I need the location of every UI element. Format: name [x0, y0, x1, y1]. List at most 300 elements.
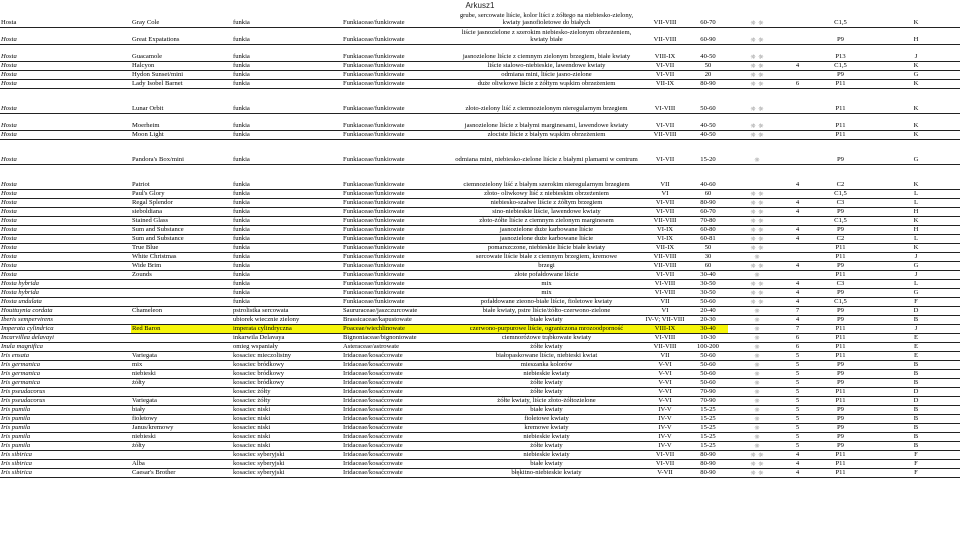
height-cell: 80-90 — [688, 199, 728, 208]
number-cell — [786, 89, 809, 114]
family-cell: Funkiaceae/funkiowate — [342, 289, 451, 298]
sun-icon: ☼ ☼ — [728, 208, 786, 217]
number-cell: 4 — [786, 226, 809, 235]
bloom-month-cell: VI-VII — [642, 460, 688, 469]
variety-cell: Regal Splendor — [131, 199, 232, 208]
polish-name-cell: kosaciec bródkowy — [232, 370, 342, 379]
family-cell: Funkiaceae/funkiowate — [342, 217, 451, 226]
genus-cell: Hosta — [0, 271, 131, 280]
table-row — [0, 469, 960, 478]
genus-cell: Iris pseudacorus — [0, 397, 131, 406]
category-cell: H — [872, 208, 960, 217]
genus-cell: Iris pseudacorus — [0, 388, 131, 397]
pot-size-cell: P11 — [809, 352, 872, 361]
sun-icon: ☼ ☼ — [728, 114, 786, 131]
polish-name-cell: funkia — [232, 244, 342, 253]
sun-icon: ☼ — [728, 370, 786, 379]
table-row — [0, 165, 960, 190]
sun-icon: ☼ ☼ — [728, 89, 786, 114]
family-cell: Funkiaceae/funkiowate — [342, 244, 451, 253]
genus-cell: Hosta undulata — [0, 298, 131, 307]
table-row — [0, 235, 960, 244]
polish-name-cell: kosaciec syberyjski — [232, 451, 342, 460]
variety-cell: Hydon Sunset/mini — [131, 71, 232, 80]
height-cell: 80-90 — [688, 80, 728, 89]
polish-name-cell: funkia — [232, 165, 342, 190]
polish-name-cell: pstrolistka sercowata — [232, 307, 342, 316]
polish-name-cell: kosaciec bródkowy — [232, 379, 342, 388]
description-cell: błękitno-niebieskie kwiaty — [451, 469, 642, 478]
genus-cell: Houttuynia cordata — [0, 307, 131, 316]
pot-size-cell: P11 — [809, 114, 872, 131]
height-cell: 60-90 — [688, 28, 728, 45]
number-cell — [786, 140, 809, 165]
genus-cell: Iris sibirica — [0, 451, 131, 460]
family-cell: Funkiaceae/funkiowate — [342, 271, 451, 280]
table-row — [0, 262, 960, 271]
family-cell: Iridaceae/kosaćcowate — [342, 451, 451, 460]
variety-cell: żółty — [131, 442, 232, 451]
sun-icon: ☼ — [728, 325, 786, 334]
table-row — [0, 45, 960, 62]
description-cell: złoto- oliwkowy liść z niebieskim obrzeżeniem — [451, 190, 642, 199]
sun-icon: ☼ ☼ — [728, 71, 786, 80]
table-row — [0, 89, 960, 114]
genus-cell: Hosta — [0, 190, 131, 199]
pot-size-cell: P9 — [809, 316, 872, 325]
polish-name-cell: funkia — [232, 199, 342, 208]
description-cell: złoto-zielony liść z ciemnozielonym nieregularnym brzegiem — [451, 89, 642, 114]
height-cell: 40-50 — [688, 45, 728, 62]
table-row — [0, 424, 960, 433]
number-cell: 5 — [786, 415, 809, 424]
pot-size-cell: P9 — [809, 424, 872, 433]
bloom-month-cell: VI-IX — [642, 226, 688, 235]
bloom-month-cell: IV-V — [642, 433, 688, 442]
sun-icon: ☼ — [728, 334, 786, 343]
genus-cell: Hosta — [0, 226, 131, 235]
sun-icon: ☼ ☼ — [728, 62, 786, 71]
bloom-month-cell: IV-V — [642, 415, 688, 424]
pot-size-cell: P9 — [809, 289, 872, 298]
bloom-month-cell: VI-VIII — [642, 89, 688, 114]
sun-icon: ☼ — [728, 352, 786, 361]
table-row — [0, 217, 960, 226]
pot-size-cell: P9 — [809, 208, 872, 217]
variety-cell: Zounds — [131, 271, 232, 280]
bloom-month-cell: V-VI — [642, 361, 688, 370]
bloom-month-cell: VII-VIII — [642, 253, 688, 262]
variety-cell: żółty — [131, 379, 232, 388]
plant-table — [0, 11, 960, 478]
number-cell: 4 — [786, 235, 809, 244]
number-cell: 5 — [786, 361, 809, 370]
polish-name-cell: funkia — [232, 71, 342, 80]
category-cell: K — [872, 62, 960, 71]
height-cell: 50-60 — [688, 379, 728, 388]
genus-cell: Hosta — [0, 45, 131, 62]
polish-name-cell: funkia — [232, 226, 342, 235]
table-row — [0, 397, 960, 406]
bloom-month-cell: VII-VIII — [642, 28, 688, 45]
pot-size-cell: P11 — [809, 451, 872, 460]
family-cell: Iridaceae/kosaćcowate — [342, 442, 451, 451]
polish-name-cell: kosaciec niski — [232, 442, 342, 451]
table-row — [0, 406, 960, 415]
height-cell: 70-90 — [688, 388, 728, 397]
family-cell: Funkiaceae/funkiowate — [342, 262, 451, 271]
category-cell: J — [872, 271, 960, 280]
variety-cell — [131, 316, 232, 325]
family-cell: Funkiaceae/funkiowate — [342, 208, 451, 217]
variety-cell: Sum and Substance — [131, 226, 232, 235]
variety-cell: Variegata — [131, 352, 232, 361]
variety-cell: Alba — [131, 460, 232, 469]
polish-name-cell: funkia — [232, 262, 342, 271]
family-cell: Bignoniaceae/bignoniowate — [342, 334, 451, 343]
height-cell: 20-40 — [688, 307, 728, 316]
polish-name-cell: funkia — [232, 253, 342, 262]
table-row — [0, 361, 960, 370]
category-cell: F — [872, 460, 960, 469]
variety-cell — [131, 451, 232, 460]
table-row — [0, 379, 960, 388]
variety-cell: Paul's Glory — [131, 190, 232, 199]
category-cell: K — [872, 89, 960, 114]
height-cell: 80-90 — [688, 460, 728, 469]
category-cell: B — [872, 424, 960, 433]
category-cell: H — [872, 226, 960, 235]
genus-cell: Hosta — [0, 217, 131, 226]
sun-icon: ☼ — [728, 379, 786, 388]
category-cell: B — [872, 361, 960, 370]
genus-cell: Iris sibirica — [0, 460, 131, 469]
height-cell: 15-25 — [688, 442, 728, 451]
pot-size-cell: P9 — [809, 262, 872, 271]
pot-size-cell: P11 — [809, 253, 872, 262]
description-cell: pofałdowane zieono-białe liście, fioletowe kwiaty — [451, 298, 642, 307]
variety-cell: Variegata — [131, 397, 232, 406]
category-cell: F — [872, 469, 960, 478]
description-cell: niebiesko-szałwe liście z żółtym brzegiem — [451, 199, 642, 208]
polish-name-cell: kosaciec niski — [232, 424, 342, 433]
polish-name-cell: funkia — [232, 80, 342, 89]
variety-cell — [131, 343, 232, 352]
family-cell: Funkiaceae/funkiowate — [342, 114, 451, 131]
family-cell: Poaceae/wiechlinowate — [342, 325, 451, 334]
genus-cell: Hosta — [0, 165, 131, 190]
category-cell: J — [872, 253, 960, 262]
number-cell: 4 — [786, 208, 809, 217]
variety-cell: White Christmas — [131, 253, 232, 262]
table-row — [0, 208, 960, 217]
category-cell: L — [872, 235, 960, 244]
height-cell: 30-50 — [688, 289, 728, 298]
height-cell: 60 — [688, 190, 728, 199]
bloom-month-cell: VI-VII — [642, 62, 688, 71]
number-cell: 4 — [786, 316, 809, 325]
genus-cell: Hosta — [0, 80, 131, 89]
number-cell: 4 — [786, 298, 809, 307]
table-row — [0, 343, 960, 352]
pot-size-cell: P9 — [809, 433, 872, 442]
variety-cell: Caesar's Brother — [131, 469, 232, 478]
table-row — [0, 114, 960, 131]
category-cell: L — [872, 190, 960, 199]
genus-cell: Hosta — [0, 89, 131, 114]
pot-size-cell: P11 — [809, 89, 872, 114]
pot-size-cell: P9 — [809, 379, 872, 388]
bloom-month-cell: VI-VII — [642, 271, 688, 280]
family-cell: Funkiaceae/funkiowate — [342, 131, 451, 140]
polish-name-cell: funkia — [232, 298, 342, 307]
category-cell: J — [872, 325, 960, 334]
description-cell: złoto-żółte liście z ciemnym zielonym marginesem — [451, 217, 642, 226]
bloom-month-cell: VI — [642, 307, 688, 316]
bloom-month-cell: IV-V — [642, 442, 688, 451]
description-cell: sino-niebieskie liście, lawendowe kwiaty — [451, 208, 642, 217]
sun-icon: ☼ — [728, 388, 786, 397]
pot-size-cell: P11 — [809, 131, 872, 140]
bloom-month-cell: VIII-IX — [642, 45, 688, 62]
polish-name-cell: funkia — [232, 190, 342, 199]
number-cell — [786, 11, 809, 28]
height-cell: 60 — [688, 262, 728, 271]
sheet-title: Arkusz1 — [465, 1, 495, 10]
description-cell: pomarszczone, niebieskie liście białe kwiaty — [451, 244, 642, 253]
bloom-month-cell: IV-V — [642, 424, 688, 433]
pot-size-cell: C3 — [809, 280, 872, 289]
number-cell — [786, 131, 809, 140]
description-cell: żółte kwiaty, liście złoto-żółtozielone — [451, 397, 642, 406]
family-cell: Iridaceae/kosaćcowate — [342, 469, 451, 478]
sun-icon: ☼ — [728, 271, 786, 280]
height-cell: 70-80 — [688, 217, 728, 226]
height-cell: 15-25 — [688, 415, 728, 424]
polish-name-cell: funkia — [232, 45, 342, 62]
sun-icon: ☼ ☼ — [728, 460, 786, 469]
description-cell: fioletowe kwiaty — [451, 415, 642, 424]
number-cell — [786, 244, 809, 253]
description-cell: czerwono-purpurowe liście, ograniczona mrozoodporność — [451, 325, 642, 334]
sun-icon: ☼ — [728, 343, 786, 352]
polish-name-cell: imperata cylindryczna — [232, 325, 342, 334]
pot-size-cell: P9 — [809, 307, 872, 316]
family-cell: Iridaceae/kosaćcowate — [342, 379, 451, 388]
bloom-month-cell: VII — [642, 298, 688, 307]
pot-size-cell: C3 — [809, 199, 872, 208]
sun-icon: ☼ ☼ — [728, 199, 786, 208]
genus-cell: Imperata cylindrica — [0, 325, 131, 334]
height-cell: 80-90 — [688, 469, 728, 478]
family-cell: Iridaceae/kosaćcowate — [342, 433, 451, 442]
bloom-month-cell: V-VI — [642, 397, 688, 406]
category-cell: B — [872, 379, 960, 388]
description-cell: niebieskie kwiaty — [451, 370, 642, 379]
number-cell: 5 — [786, 388, 809, 397]
height-cell: 30-40 — [688, 271, 728, 280]
variety-cell: Moerheim — [131, 114, 232, 131]
genus-cell: Hosta hybrida — [0, 289, 131, 298]
table-row — [0, 325, 960, 334]
pot-size-cell: P9 — [809, 406, 872, 415]
genus-cell: Iris pumila — [0, 442, 131, 451]
variety-cell: Pandora's Box/mini — [131, 140, 232, 165]
sun-icon: ☼ ☼ — [728, 217, 786, 226]
description-cell: kremowe kwiaty — [451, 424, 642, 433]
category-cell: B — [872, 406, 960, 415]
polish-name-cell: funkia — [232, 217, 342, 226]
polish-name-cell: kosaciec żółty — [232, 397, 342, 406]
table-row — [0, 190, 960, 199]
genus-cell: Iris pumila — [0, 424, 131, 433]
genus-cell: Iris pumila — [0, 433, 131, 442]
table-row — [0, 370, 960, 379]
family-cell: Funkiaceae/funkiowate — [342, 45, 451, 62]
table-row — [0, 140, 960, 165]
bloom-month-cell: VII — [642, 352, 688, 361]
pot-size-cell: C2 — [809, 235, 872, 244]
variety-cell: Lady Isobel Barnet — [131, 80, 232, 89]
genus-cell: Hosta — [0, 140, 131, 165]
sun-icon: ☼ ☼ — [728, 11, 786, 28]
bloom-month-cell: VI-VII — [642, 208, 688, 217]
height-cell: 40-60 — [688, 165, 728, 190]
variety-cell: Moon Light — [131, 131, 232, 140]
height-cell: 30-50 — [688, 280, 728, 289]
variety-cell: Halcyon — [131, 62, 232, 71]
category-cell: G — [872, 71, 960, 80]
height-cell: 15-25 — [688, 433, 728, 442]
genus-cell: Iris ensata — [0, 352, 131, 361]
table-row — [0, 199, 960, 208]
pot-size-cell: C2 — [809, 165, 872, 190]
table-row — [0, 71, 960, 80]
variety-cell: Red Baron — [131, 325, 232, 334]
family-cell: Funkiaceae/funkiowate — [342, 11, 451, 28]
sun-icon: ☼ ☼ — [728, 235, 786, 244]
pot-size-cell: P9 — [809, 226, 872, 235]
pot-size-cell: P11 — [809, 271, 872, 280]
sun-icon: ☼ — [728, 140, 786, 165]
genus-cell: Hosta hybrida — [0, 280, 131, 289]
description-cell: liście stalowo-niebieskie, lawendowe kwiaty — [451, 62, 642, 71]
genus-cell: Hosta — [0, 71, 131, 80]
number-cell — [786, 271, 809, 280]
category-cell: D — [872, 307, 960, 316]
polish-name-cell: funkia — [232, 62, 342, 71]
bloom-month-cell: VI-VII — [642, 199, 688, 208]
bloom-month-cell: VI-VIII — [642, 289, 688, 298]
variety-cell — [131, 280, 232, 289]
genus-cell: Iberis sempervirens — [0, 316, 131, 325]
bloom-month-cell: VII-VIII — [642, 262, 688, 271]
description-cell: jasnozielone liście z białymi marginesami, lawendowe kwiaty — [451, 114, 642, 131]
polish-name-cell: kosaciec bródkowy — [232, 361, 342, 370]
category-cell: F — [872, 451, 960, 460]
height-cell: 60-81 — [688, 235, 728, 244]
description-cell: jasnozielone duże karbowane liście — [451, 235, 642, 244]
family-cell: Iridaceae/kosaćcowate — [342, 424, 451, 433]
category-cell: K — [872, 165, 960, 190]
category-cell: L — [872, 280, 960, 289]
description-cell: mix — [451, 289, 642, 298]
polish-name-cell: kosaciec niski — [232, 406, 342, 415]
pot-size-cell: P9 — [809, 28, 872, 45]
sun-icon: ☼ — [728, 316, 786, 325]
family-cell: Iridaceae/kosaćcowate — [342, 406, 451, 415]
number-cell: 5 — [786, 442, 809, 451]
family-cell: Funkiaceae/funkiowate — [342, 298, 451, 307]
sun-icon: ☼ ☼ — [728, 280, 786, 289]
height-cell: 50-60 — [688, 89, 728, 114]
table-row — [0, 11, 960, 28]
sun-icon: ☼ ☼ — [728, 45, 786, 62]
genus-cell: Hosta — [0, 11, 131, 28]
bloom-month-cell: V-VI — [642, 370, 688, 379]
pot-size-cell: P9 — [809, 140, 872, 165]
genus-cell: Iris pumila — [0, 415, 131, 424]
category-cell: D — [872, 388, 960, 397]
height-cell: 20-30 — [688, 316, 728, 325]
table-row — [0, 433, 960, 442]
family-cell: Funkiaceae/funkiowate — [342, 80, 451, 89]
height-cell: 60-80 — [688, 226, 728, 235]
description-cell: mix — [451, 280, 642, 289]
description-cell: jasnozielone duże karbowane liście — [451, 226, 642, 235]
height-cell: 50-60 — [688, 352, 728, 361]
description-cell: żółte kwiaty — [451, 388, 642, 397]
category-cell: L — [872, 199, 960, 208]
family-cell: Funkiaceae/funkiowate — [342, 280, 451, 289]
height-cell: 100-200 — [688, 343, 728, 352]
sun-icon: ☼ — [728, 424, 786, 433]
table-row — [0, 253, 960, 262]
variety-cell — [131, 298, 232, 307]
table-row — [0, 226, 960, 235]
variety-cell: biały — [131, 406, 232, 415]
description-cell: liście jasnozielone z szerokim niebiesko-zielonym obrzeżeniem, kwiaty białe — [451, 28, 642, 45]
height-cell: 50 — [688, 62, 728, 71]
category-cell: K — [872, 80, 960, 89]
category-cell: E — [872, 343, 960, 352]
height-cell: 60-70 — [688, 208, 728, 217]
table-row — [0, 388, 960, 397]
polish-name-cell: funkia — [232, 271, 342, 280]
pot-size-cell: P11 — [809, 388, 872, 397]
bloom-month-cell: VI-VII — [642, 114, 688, 131]
number-cell: 5 — [786, 370, 809, 379]
bloom-month-cell: VII-VIII — [642, 131, 688, 140]
number-cell: 4 — [786, 62, 809, 71]
genus-cell: Hosta — [0, 131, 131, 140]
number-cell: 7 — [786, 307, 809, 316]
height-cell: 70-90 — [688, 397, 728, 406]
polish-name-cell: ubiorek wiecznie zielony — [232, 316, 342, 325]
description-cell: niebieskie kwiaty — [451, 451, 642, 460]
height-cell: 50-60 — [688, 370, 728, 379]
family-cell: Iridaceae/kosaćcowate — [342, 352, 451, 361]
number-cell: 5 — [786, 406, 809, 415]
category-cell: H — [872, 28, 960, 45]
category-cell: G — [872, 289, 960, 298]
number-cell — [786, 190, 809, 199]
pot-size-cell: P11 — [809, 334, 872, 343]
variety-cell — [131, 289, 232, 298]
category-cell: E — [872, 334, 960, 343]
polish-name-cell: funkia — [232, 89, 342, 114]
genus-cell: Iris sibirica — [0, 469, 131, 478]
